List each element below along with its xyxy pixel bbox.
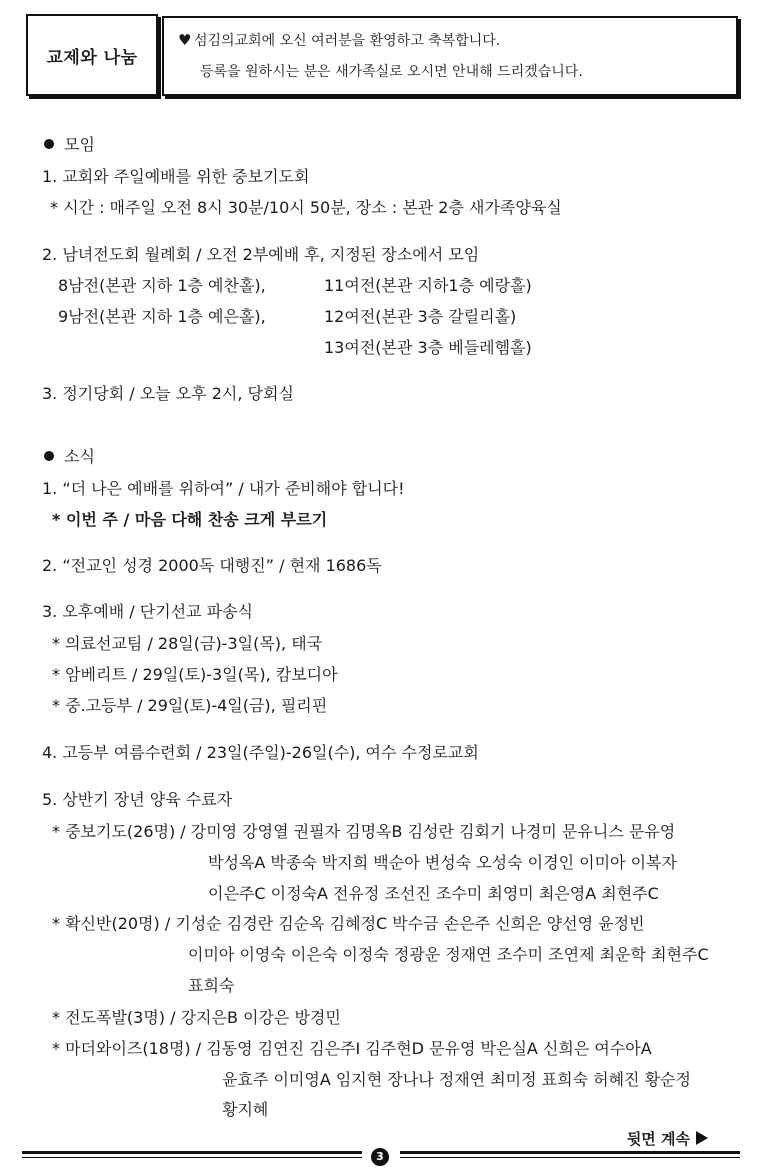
news-item: 5. 상반기 장년 양육 수료자 <box>42 790 233 809</box>
welcome-box <box>162 16 738 96</box>
heart-icon: ♥ <box>178 31 192 49</box>
news-item: 이은주C 이정숙A 전유정 조선진 조수미 최영미 최은영A 최현주C <box>208 884 659 903</box>
page-number: 3 <box>371 1148 389 1166</box>
news-item: 2. “전교인 성경 2000독 대행진” / 현재 1686독 <box>42 556 382 575</box>
news-item: * 확신반(20명) / 기성순 김경란 김순옥 김혜정C 박수금 손은주 신희은 양선영 윤정빈 <box>52 914 645 933</box>
news-item: 3. 오후예배 / 단기선교 파송식 <box>42 602 254 621</box>
news-item: * 이번 주 / 마음 다해 찬송 크게 부르기 <box>52 510 328 529</box>
meeting-item: 12여전(본관 3층 갈릴리홀) <box>324 307 517 326</box>
news-item: 표희숙 <box>188 976 235 995</box>
section-tab <box>26 14 158 96</box>
meeting-item: 11여전(본관 지하1층 예랑홀) <box>324 276 532 295</box>
section-tab-label: 교제와 나눔 <box>46 47 138 68</box>
meeting-item: * 시간 : 매주일 오전 8시 30분/10시 50분, 장소 : 본관 2층 새가족양육실 <box>50 198 562 217</box>
welcome-line-2: 등록을 원하시는 분은 새가족실로 오시면 안내해 드리겠습니다. <box>200 64 583 80</box>
meeting-item: 13여전(본관 3층 베들레헴홀) <box>324 338 532 357</box>
news-heading-text: 소식 <box>64 447 95 466</box>
news-item: * 전도폭발(3명) / 강지은B 이강은 방경민 <box>52 1008 341 1027</box>
bullet-icon <box>44 451 54 461</box>
header <box>26 14 742 98</box>
arrow-right-icon <box>696 1131 708 1145</box>
meeting-item: 8남전(본관 지하 1층 예찬홀), <box>58 276 266 295</box>
news-item: * 의료선교팀 / 28일(금)-3일(목), 태국 <box>52 634 323 653</box>
continued-note <box>627 1128 708 1149</box>
news-item: 1. “더 나은 예배를 위하여” / 내가 준비해야 합니다! <box>42 479 405 498</box>
news-item: 황지혜 <box>222 1100 269 1119</box>
meeting-item: 9남전(본관 지하 1층 예은홀), <box>58 307 266 326</box>
news-item: 이미아 이영숙 이은숙 이정숙 정광운 정재연 조수미 조연제 최운학 최현주C <box>188 945 709 964</box>
welcome-text-1: 섬김의교회에 오신 여러분을 환영하고 축복합니다. <box>194 33 501 49</box>
meetings-heading <box>44 134 95 156</box>
news-item: * 암베리트 / 29일(토)-3일(목), 캄보디아 <box>52 665 338 684</box>
news-item: * 중보기도(26명) / 강미영 강영열 권필자 김명옥B 김성란 김회기 나경미 문유니스 문유영 <box>52 822 676 841</box>
news-item: 4. 고등부 여름수련회 / 23일(주일)-26일(수), 여수 수정로교회 <box>42 743 479 762</box>
welcome-line-1 <box>178 30 736 51</box>
news-item: 박성옥A 박종숙 박지희 백순아 변성숙 오성숙 이경인 이미아 이복자 <box>208 853 677 872</box>
meeting-item: 1. 교회와 주일예배를 위한 중보기도회 <box>42 167 310 186</box>
meetings-heading-text: 모임 <box>64 135 95 154</box>
continued-text: 뒷면 계속 <box>626 1130 690 1148</box>
meeting-item: 2. 남녀전도회 월례회 / 오전 2부예배 후, 지정된 장소에서 모임 <box>42 245 480 264</box>
meeting-item: 3. 정기당회 / 오늘 오후 2시, 당회실 <box>42 384 294 403</box>
news-item: * 마더와이즈(18명) / 김동영 김연진 김은주I 김주현D 문유영 박은실A 신희은 여수아A <box>52 1039 652 1058</box>
news-heading <box>44 446 95 468</box>
bullet-icon <box>44 139 54 149</box>
news-item: 윤효주 이미영A 임지현 장나나 정재연 최미정 표희숙 허혜진 황순정 <box>222 1070 691 1089</box>
news-item: * 중.고등부 / 29일(토)-4일(금), 필리핀 <box>52 696 328 715</box>
